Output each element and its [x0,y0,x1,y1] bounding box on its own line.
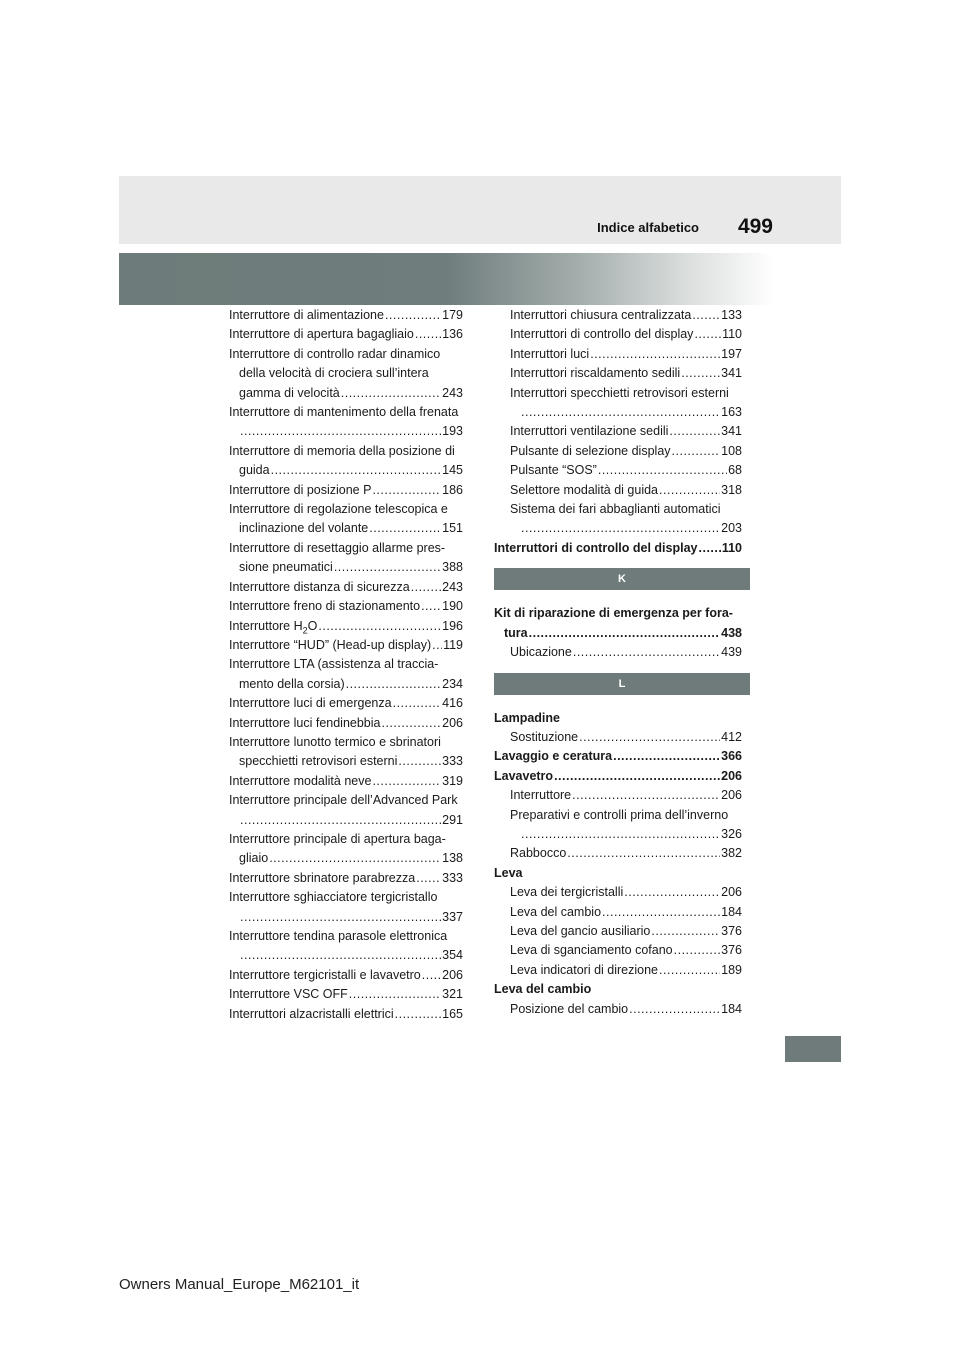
index-entry [229,908,463,927]
leader-dots [422,966,441,985]
page-number: 499 [737,215,773,238]
leader-dots [613,747,720,766]
leader-dots [240,908,441,927]
index-line: Interruttore principale di apertura baga- [229,831,446,846]
entry-label: Sostituzione [510,729,579,744]
index-entry [229,325,463,344]
entry-page-number: 68 [728,463,742,478]
leader-dots [659,961,720,980]
entry-page-number: 110 [721,540,742,555]
leader-dots [372,481,441,500]
entry-page-number: 119 [443,637,463,652]
entry-page-number: 136 [442,327,463,342]
leader-dots [372,772,441,791]
entry-label: Lavavetro [494,768,554,783]
entry-page-number: 291 [442,812,463,827]
entry-page-number: 416 [442,696,463,711]
entry-page-number: 133 [721,308,742,322]
index-entry [229,519,463,538]
index-line: della velocità di crociera sull’intera [239,366,429,381]
leader-dots [572,786,720,805]
entry-label: guida [239,463,270,478]
entry-label: Interruttori di controllo del display [510,327,694,342]
entry-label: mento della corsia) [239,676,345,691]
entry-page-number: 412 [721,729,742,744]
entry-label: Posizione del cambio [510,1001,629,1016]
entry-page-number: 184 [721,1001,742,1016]
index-entry [494,941,742,960]
entry-page-number: 388 [442,560,463,575]
leader-dots [240,422,441,441]
entry-page-number: 243 [442,385,463,400]
entry-label: Interruttori ventilazione sedili [510,424,669,439]
entry-label: Leva del cambio [510,904,602,919]
leader-dots [369,519,441,538]
entry-page-number: 206 [442,715,463,730]
entry-label: Lavaggio e ceratura [494,749,613,764]
entry-label: Interruttore di alimentazione [229,308,384,322]
entry-label: Leva dei tergicristalli [510,885,624,900]
leader-dots [346,675,442,694]
entry-page-number: 206 [721,885,742,900]
entry-label: Interruttore luci fendinebbia [229,715,381,730]
index-line: Kit di riparazione di emergenza per fora- [494,606,733,621]
entry-page-number: 243 [442,579,463,594]
entry-label: Interruttore freno di stazionamento [229,599,421,614]
index-entry [494,481,742,500]
entry-label: Interruttore [510,788,572,803]
leader-dots [590,345,720,364]
entry-page-number: 326 [721,826,742,841]
leader-dots [318,617,441,636]
index-line: Interruttore di regolazione telescopica e [229,502,448,517]
entry-page-number: 438 [721,625,742,640]
leader-dots [699,539,721,558]
index-entry [494,728,742,747]
index-entry [229,597,463,616]
entry-label: Pulsante “SOS” [510,463,597,478]
entry-label: Interruttore VSC OFF [229,987,348,1002]
entry-page-number: 333 [442,754,463,769]
entry-label: Interruttori di controllo del display [494,540,698,555]
index-entry [229,869,463,888]
leader-dots [395,1005,442,1024]
index-entry [229,694,463,713]
leader-dots [349,985,441,1004]
leader-dots [411,578,442,597]
entry-page-number: 206 [442,967,463,982]
index-line: Lampadine [494,710,560,725]
entry-page-number: 439 [721,645,742,660]
index-entry [494,364,742,383]
index-entry [494,883,742,902]
leader-dots [529,624,721,643]
leader-dots [567,844,720,863]
leader-dots [651,922,720,941]
entry-label: gamma di velocità [239,385,340,400]
entry-page-number: 341 [721,366,742,381]
entry-page-number: 318 [721,482,742,497]
entry-label: Selettore modalità di guida [510,482,659,497]
index-entry [229,946,463,965]
index-column-right [494,306,742,1019]
leader-dots [521,403,720,422]
leader-dots [432,636,442,655]
leader-dots [334,558,441,577]
entry-label: Rabbocco [510,846,567,861]
entry-label: Leva indicatori di direzione [510,962,659,977]
entry-page-number: 341 [721,424,742,439]
entry-page-number: 193 [442,424,463,439]
entry-page-number: 206 [721,788,742,803]
index-entry [229,1005,463,1024]
leader-dots [341,384,441,403]
entry-page-number: 190 [442,599,463,614]
entry-label: Interruttore “HUD” (Head-up display) [229,637,432,652]
entry-label: Interruttori alzacristalli elettrici [229,1006,394,1021]
index-entry [229,617,463,636]
leader-dots [271,461,442,480]
index-entry [494,844,742,863]
index-entry [494,442,742,461]
index-entry [494,325,742,344]
index-line: Interruttore di controllo radar dinamico [229,346,441,361]
index-entry [229,714,463,733]
index-entry [494,422,742,441]
footer-text: Owners Manual_Europe_M62101_it [119,1276,360,1293]
index-entry [494,306,742,325]
leader-dots [554,767,720,786]
leader-dots [393,694,442,713]
entry-label: Leva di sganciamento cofano [510,943,673,958]
entry-page-number: 165 [442,1006,463,1021]
entry-page-number: 234 [442,676,463,691]
leader-dots [521,519,720,538]
entry-page-number: 376 [721,943,742,958]
entry-label: Interruttori luci [510,346,590,361]
index-entry [494,345,742,364]
entry-page-number: 321 [442,987,463,1002]
entry-label: Interruttori chiusura centralizzata [510,308,692,322]
entry-label: Interruttori riscaldamento sedili [510,366,681,381]
entry-label: Interruttore $H_2O$ [229,618,318,635]
index-entry [229,966,463,985]
index-column-left [229,306,463,1024]
entry-page-number: 382 [721,846,742,861]
index-entry [229,558,463,577]
leader-dots [672,442,721,461]
index-entry [494,539,742,558]
index-line: Interruttore di mantenimento della frenata [229,405,459,420]
index-line: Interruttori specchietti retrovisori esterni [510,385,729,400]
entry-label: Interruttore modalità neve [229,773,372,788]
leader-dots [659,481,720,500]
entry-page-number: 319 [442,773,463,788]
index-line: Interruttore di resettaggio allarme pres- [229,540,446,555]
entry-page-number: 376 [721,923,742,938]
index-entry [229,481,463,500]
index-line: Interruttore di memoria della posizione di [229,443,455,458]
index-entry [229,675,463,694]
index-entry [229,811,463,830]
index-entry [494,825,742,844]
letter-heading: L [494,673,750,695]
index-entry [494,403,742,422]
entry-label: Leva del gancio ausiliario [510,923,651,938]
leader-dots [398,752,441,771]
leader-dots [573,643,720,662]
index-entry [229,384,463,403]
index-line: Interruttore sghiacciatore tergicristallo [229,890,438,905]
leader-dots [669,422,720,441]
entry-page-number: 110 [722,327,742,342]
index-entry [494,786,742,805]
entry-page-number: 138 [442,851,463,866]
index-line: Interruttore tendina parasole elettronica [229,929,448,943]
leader-dots [602,903,720,922]
index-entry [229,636,463,655]
index-entry [494,767,742,786]
leader-dots [521,825,720,844]
entry-label: gliaio [239,851,269,866]
index-line: Sistema dei fari abbaglianti automatici [510,502,721,517]
leader-dots [385,306,441,325]
entry-page-number: 333 [442,870,463,885]
index-entry [494,519,742,538]
letter-heading: K [494,568,750,590]
index-entry [229,578,463,597]
entry-page-number: 151 [442,521,463,536]
leader-dots [674,941,721,960]
entry-label: Interruttore tergicristalli e lavavetro [229,967,421,982]
entry-page-number: 337 [442,909,463,924]
index-entry [494,1000,742,1019]
entry-label: Interruttore sbrinatore parabrezza [229,870,416,885]
leader-dots [381,714,441,733]
entry-label: Interruttore distanza di sicurezza [229,579,410,594]
index-entry [229,985,463,1004]
leader-dots [579,728,720,747]
entry-page-number: 108 [721,443,742,458]
entry-label: Interruttore luci di emergenza [229,696,392,711]
entry-label: tura [504,625,528,640]
index-entry [229,461,463,480]
entry-label: inclinazione del volante [239,521,369,536]
index-line: Leva del cambio [494,982,592,997]
thumb-tab [785,1036,841,1062]
entry-page-number: 184 [721,904,742,919]
entry-page-number: 206 [721,768,742,783]
header-band [119,176,841,244]
entry-page-number: 196 [442,618,463,633]
entry-page-number: 186 [442,482,463,497]
entry-page-number: 163 [721,405,742,420]
leader-dots [269,849,441,868]
index-entry [229,849,463,868]
entry-page-number: 179 [442,308,463,322]
leader-dots [415,325,441,344]
index-entry [494,922,742,941]
index-entry [494,643,742,662]
leader-dots [240,946,441,965]
index-line: Interruttore LTA (assistenza al traccia- [229,657,439,672]
index-entry [494,624,742,643]
entry-label: specchietti retrovisori esterni [239,754,398,769]
leader-dots [240,811,441,830]
leader-dots [421,597,441,616]
leader-dots [416,869,441,888]
leader-dots [624,883,720,902]
index-entry [494,903,742,922]
leader-dots [681,364,720,383]
entry-page-number: 366 [721,749,742,764]
index-entry [229,422,463,441]
entry-label: Interruttore di posizione P [229,482,372,497]
entry-label: Interruttore di apertura bagagliaio [229,327,414,342]
leader-dots [694,325,721,344]
entry-label: Ubicazione [510,645,572,660]
index-entry [494,461,742,480]
index-entry [229,772,463,791]
entry-label: sione pneumatici [239,560,333,575]
entry-page-number: 354 [442,948,463,963]
entry-page-number: 197 [721,346,742,361]
index-line: Interruttore principale dell’Advanced Park [229,793,458,808]
entry-label: Pulsante di selezione display [510,443,671,458]
entry-page-number: 189 [721,962,742,977]
leader-dots [692,306,720,325]
header-gradient-bar [119,253,774,305]
index-entry [229,306,463,325]
leader-dots [598,461,727,480]
entry-page-number: 203 [721,521,742,536]
entry-page-number: 145 [442,463,463,478]
index-line: Leva [494,865,523,880]
index-entry [229,752,463,771]
index-line: Interruttore lunotto termico e sbrinatori [229,734,441,749]
index-entry [494,747,742,766]
index-line: Preparativi e controlli prima dell’inverno [510,807,729,822]
section-title: Indice alfabetico [597,220,699,235]
leader-dots [629,1000,720,1019]
index-entry [494,961,742,980]
